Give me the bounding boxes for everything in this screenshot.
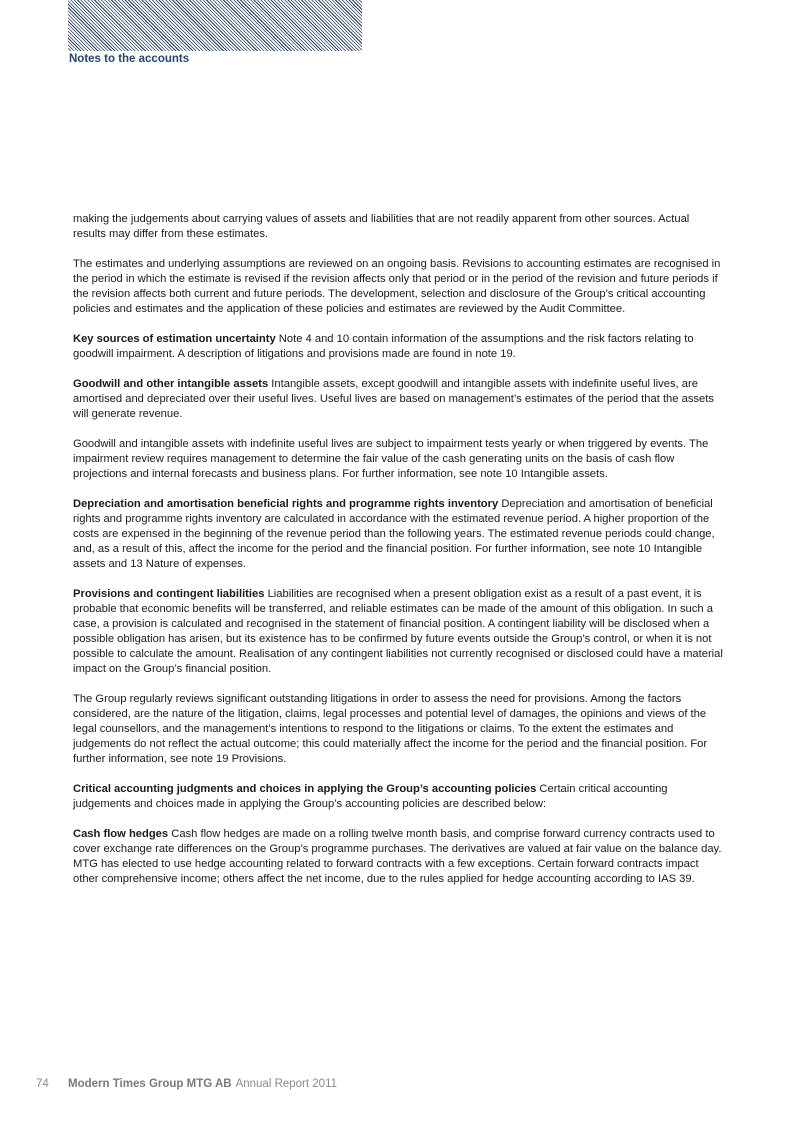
paragraph-text: Goodwill and intangible assets with indefinite useful lives are subject to impairment tests yearly or when triggered by events. The impairment review requires management to determine the fair value of the cash generating units on the basis of cash flow projections and internal forecasts and business plans. For further information, see note 10 Intangible assets.: [73, 438, 709, 480]
header-hatch-decoration: [68, 0, 362, 51]
paragraph-heading: Goodwill and other intangible assets: [73, 378, 269, 390]
paragraph: [73, 257, 725, 317]
footer-company: Modern Times Group MTG AB: [68, 1078, 232, 1090]
paragraph-text: Certain critical accounting judgements and choices made in applying the Group’s accounting policies are described below:: [73, 783, 668, 810]
paragraph: [73, 332, 725, 362]
paragraph-heading: Cash flow hedges: [73, 828, 169, 840]
paragraph: [73, 692, 725, 767]
paragraph-heading: Critical accounting judgments and choices in applying the Group’s accounting policies: [73, 783, 537, 795]
paragraph-text: Liabilities are recognised when a present obligation exist as a result of a past event, it is probable that economic benefits will be transferred, and reliable estimates can be made of the amount of this obligation. In such a case, a provision is calculated and recognised in the statement of financial position. A contingent liability will be disclosed when a possible obligation has arisen, but its existence has to be confirmed by future events outside the Group’s control, or when it is not possible to calculate the amount. Realisation of any contingent liabilities not currently recognised or disclosed could have a material impact on the Group’s financial position.: [73, 588, 723, 675]
paragraph: [73, 827, 725, 887]
page-footer: [36, 1078, 337, 1090]
paragraph: [73, 587, 725, 677]
page-number: 74: [36, 1078, 49, 1090]
paragraph-text: Cash flow hedges are made on a rolling twelve month basis, and comprise forward currency contracts used to cover exchange rate differences on the Group’s programme purchases. The derivatives are valued at fair value on the balance day. MTG has elected to use hedge accounting related to forward contracts with a few exceptions. Certain forward contracts impact other comprehensive income; others affect the net income, due to the rules applied for hedge accounting according to IAS 39.: [73, 828, 722, 885]
paragraph-text: Intangible assets, except goodwill and intangible assets with indefinite useful lives, are amortised and depreciated over their useful lives. Useful lives are based on management’s estimates of the period that the assets will generate revenue.: [73, 378, 714, 420]
paragraph-heading: Provisions and contingent liabilities: [73, 588, 265, 600]
paragraph: [73, 782, 725, 812]
paragraph: [73, 437, 725, 482]
section-title: Notes to the accounts: [69, 53, 190, 65]
paragraph-heading: Depreciation and amortisation beneficial rights and programme rights inventory: [73, 498, 499, 510]
paragraph-text: Depreciation and amortisation of beneficial rights and programme rights inventory are calculated in accordance with the estimated revenue period. A higher proportion of the costs are expensed in the beginning of the revenue period than the following years. The estimated revenue periods could change, and, as a result of this, affect the income for the period and the financial position. For further information, see note 10 Intangible assets and 13 Nature of expenses.: [73, 498, 715, 570]
paragraph-text: Note 4 and 10 contain information of the assumptions and the risk factors relating to goodwill impairment. A description of litigations and provisions made are found in note 19.: [73, 333, 694, 360]
footer-report: Annual Report 2011: [235, 1078, 338, 1090]
paragraph-text: making the judgements about carrying values of assets and liabilities that are not readily apparent from other sources. Actual results may differ from these estimates.: [73, 213, 690, 240]
paragraph-text: The Group regularly reviews significant outstanding litigations in order to assess the need for provisions. Among the factors considered, are the nature of the litigation, claims, legal processes and potential level of damages, the opinions and views of the legal counsellors, and the management’s intentions to respond to the litigations or claims. To the extent the estimates and judgements do not reflect the actual outcome; this could materially affect the income for the period and the financial position. For further information, see note 19 Provisions.: [73, 693, 708, 765]
paragraph: [73, 377, 725, 422]
paragraph: [73, 212, 725, 242]
paragraph-text: The estimates and underlying assumptions are reviewed on an ongoing basis. Revisions to accounting estimates are recognised in the period in which the estimate is revised if the revision affects only that period or in the period of the revision and future periods if the revision affects both current and future periods. The development, selection and disclosure of the Group’s critical accounting policies and estimates and the application of these policies and estimates are reviewed by the Audit Committee.: [73, 258, 721, 315]
body-text: [73, 212, 725, 902]
paragraph-heading: Key sources of estimation uncertainty: [73, 333, 276, 345]
paragraph: [73, 497, 725, 572]
